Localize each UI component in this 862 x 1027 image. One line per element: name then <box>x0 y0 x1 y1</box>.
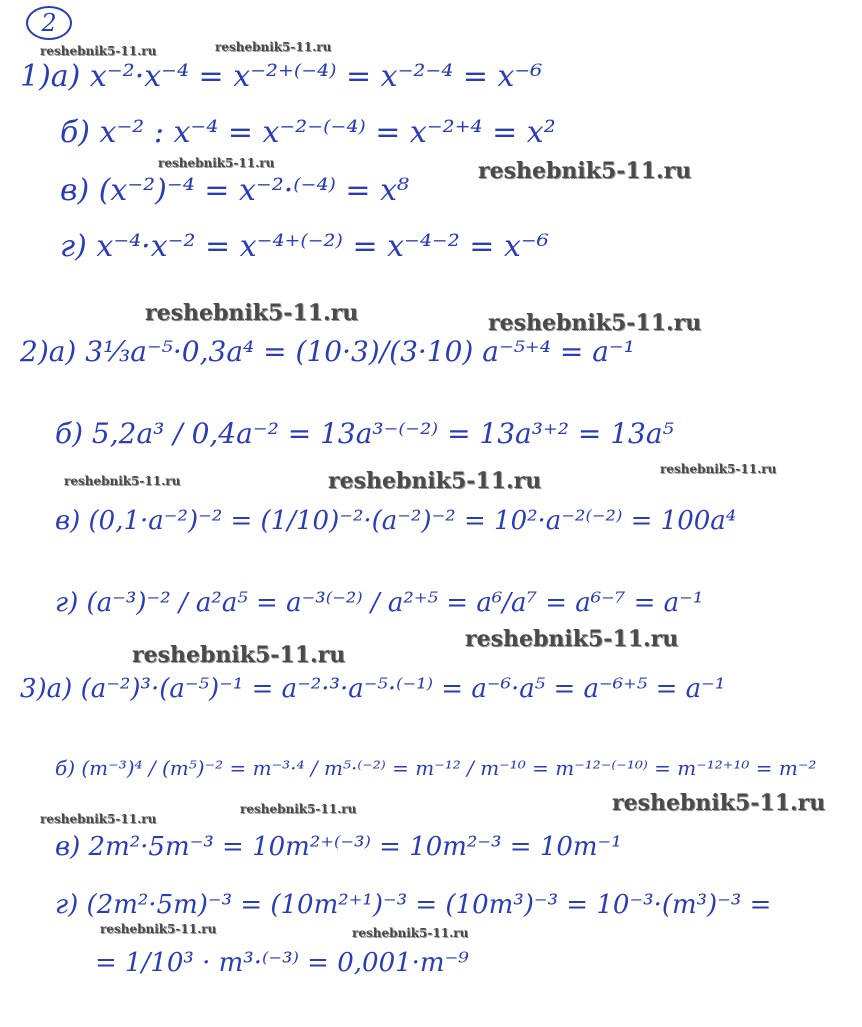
line-3b: б) (m⁻³)⁴ / (m⁵)⁻² = m⁻³·⁴ / m⁵·⁽⁻²⁾ = m⁻¹² / m⁻¹⁰ = m⁻¹²⁻⁽⁻¹⁰⁾ = m⁻¹²⁺¹⁰ = m⁻² <box>55 756 817 780</box>
line-1a: 1)а) x⁻²·x⁻⁴ = x⁻²⁺⁽⁻⁴⁾ = x⁻²⁻⁴ = x⁻⁶ <box>20 59 543 94</box>
line-2b: б) 5,2a³ / 0,4a⁻² = 13a³⁻⁽⁻²⁾ = 13a³⁺² = 13a⁵ <box>55 417 674 450</box>
watermark: reshebnik5-11.ru <box>40 44 157 58</box>
line-3v: в) 2m²·5m⁻³ = 10m²⁺⁽⁻³⁾ = 10m²⁻³ = 10m⁻¹ <box>55 832 622 862</box>
watermark: reshebnik5-11.ru <box>100 922 217 936</box>
line-3g-cont: = 1/10³ · m³·⁽⁻³⁾ = 0,001·m⁻⁹ <box>95 948 469 978</box>
watermark: reshebnik5-11.ru <box>488 310 702 336</box>
watermark: reshebnik5-11.ru <box>660 462 777 476</box>
watermark: reshebnik5-11.ru <box>64 474 181 488</box>
watermark: reshebnik5-11.ru <box>352 926 469 940</box>
watermark: reshebnik5-11.ru <box>215 40 332 54</box>
line-2v: в) (0,1·a⁻²)⁻² = (1/10)⁻²·(a⁻²)⁻² = 10²·a⁻²⁽⁻²⁾ = 100a⁴ <box>55 506 737 536</box>
line-1b: б) x⁻² : x⁻⁴ = x⁻²⁻⁽⁻⁴⁾ = x⁻²⁺⁴ = x² <box>60 115 556 150</box>
line-3g: г) (2m²·5m)⁻³ = (10m²⁺¹)⁻³ = (10m³)⁻³ = 10⁻³·(m³)⁻³ = <box>55 890 772 920</box>
watermark: reshebnik5-11.ru <box>132 642 346 668</box>
watermark: reshebnik5-11.ru <box>145 300 359 326</box>
watermark: reshebnik5-11.ru <box>328 468 542 494</box>
task-number: 2 <box>41 9 57 37</box>
watermark: reshebnik5-11.ru <box>240 802 357 816</box>
line-2g: г) (a⁻³)⁻² / a²a⁵ = a⁻³⁽⁻²⁾ / a²⁺⁵ = a⁶/a⁷ = a⁶⁻⁷ = a⁻¹ <box>55 588 704 618</box>
watermark: reshebnik5-11.ru <box>612 790 826 816</box>
line-2a: 2)а) 3⅓a⁻⁵·0,3a⁴ = (10·3)/(3·10) a⁻⁵⁺⁴ = a⁻¹ <box>20 335 635 368</box>
line-1v: в) (x⁻²)⁻⁴ = x⁻²·⁽⁻⁴⁾ = x⁸ <box>60 173 410 208</box>
task-number-circle <box>26 6 72 40</box>
watermark: reshebnik5-11.ru <box>465 626 679 652</box>
line-1g: г) x⁻⁴·x⁻² = x⁻⁴⁺⁽⁻²⁾ = x⁻⁴⁻² = x⁻⁶ <box>60 229 549 264</box>
line-3a: 3)а) (a⁻²)³·(a⁻⁵)⁻¹ = a⁻²·³·a⁻⁵·⁽⁻¹⁾ = a⁻⁶·a⁵ = a⁻⁶⁺⁵ = a⁻¹ <box>20 674 726 704</box>
watermark: reshebnik5-11.ru <box>158 156 275 170</box>
watermark: reshebnik5-11.ru <box>40 812 157 826</box>
watermark: reshebnik5-11.ru <box>478 158 692 184</box>
